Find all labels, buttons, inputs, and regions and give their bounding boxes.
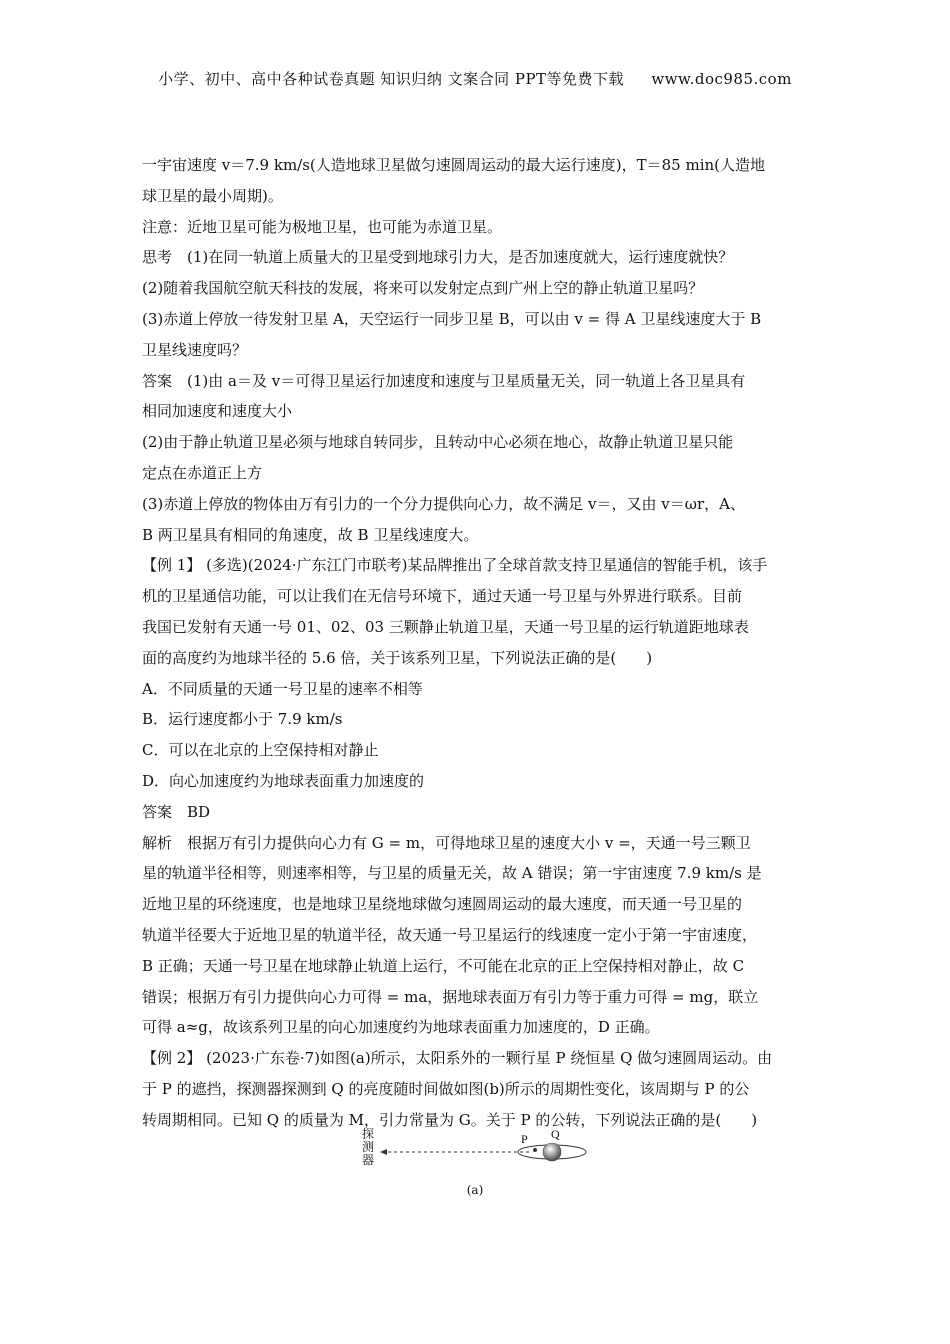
star-q bbox=[543, 1143, 561, 1161]
option-d: D．向心加速度约为地球表面重力加速度的 bbox=[142, 771, 425, 790]
header-text: 小学、初中、高中各种试卷真题 知识归纳 文案合同 PPT等免费下载 bbox=[158, 70, 625, 88]
question-line: 卫星线速度吗？ bbox=[142, 340, 248, 359]
analysis-line: 星的轨道半径相等，则速率相等，与卫星的质量无关，故 A 错误；第一宇宙速度 7.9 km/s 是 bbox=[142, 864, 762, 883]
analysis-line: 轨道半径要大于近地卫星的轨道半径，故天通一号卫星运行的线速度一定小于第一宇宙速度， bbox=[142, 925, 758, 944]
text-line: 球卫星的最小周期)。 bbox=[142, 186, 283, 205]
example-line: 机的卫星通信功能，可以让我们在无信号环境下，通过天通一号卫星与外界进行联系。目前 bbox=[142, 587, 743, 606]
option-a: A．不同质量的天通一号卫星的速率不相等 bbox=[142, 679, 423, 698]
example-line: 面的高度约为地球半径的 5.6 倍，关于该系列卫星，下列说法正确的是( ) bbox=[142, 648, 653, 667]
answer-line: 相同加速度和速度大小 bbox=[142, 402, 293, 421]
answer-line: 答案 BD bbox=[142, 802, 211, 821]
option-c: C．可以在北京的上空保持相对静止 bbox=[142, 741, 379, 760]
text-line: 一宇宙速度 v＝7.9 km/s(人造地球卫星做匀速圆周运动的最大运行速度)，T＝85 min(人造地 bbox=[142, 156, 766, 174]
analysis-line: 错误；根据万有引力提供向心力可得 = ma，据地球表面万有引力等于重力可得 = mg，联立 bbox=[142, 987, 759, 1006]
document-body bbox=[142, 150, 812, 1136]
answer-line: 答案 (1)由 a＝及 v＝可得卫星运行加速度和速度与卫星质量无关，同一轨道上各卫星具有 bbox=[142, 371, 746, 390]
probe-label: 探测器 bbox=[362, 1127, 375, 1167]
q-label: Q bbox=[551, 1127, 560, 1141]
header-site: www.doc985.com bbox=[651, 70, 792, 88]
example-line: 【例 1】 (多选)(2024·广东江门市联考)某品牌推出了全球首款支持卫星通信的智能手机，该手 bbox=[142, 556, 768, 575]
planet-p bbox=[533, 1148, 537, 1152]
question-line: (2)随着我国航空航天科技的发展，将来可以发射定点到广州上空的静止轨道卫星吗？ bbox=[142, 279, 704, 298]
answer-line: (2)由于静止轨道卫星必须与地球自转同步，且转动中心必须在地心，故静止轨道卫星只能 bbox=[142, 433, 734, 452]
figure-caption: (a) bbox=[466, 1183, 484, 1197]
p-label: P bbox=[521, 1132, 528, 1146]
question-line: (3)赤道上停放一待发射卫星 A，天空运行一同步卫星 B，可以由 v = 得 A 卫星线速度大于 B bbox=[142, 309, 762, 328]
analysis-line: B 正确；天通一号卫星在地球静止轨道上运行，不可能在北京的正上空保持相对静止，故 C bbox=[142, 956, 745, 975]
note-line: 注意：近地卫星可能为极地卫星，也可能为赤道卫星。 bbox=[142, 217, 503, 236]
analysis-line: 解析 根据万有引力提供向心力有 G = m，可得地球卫星的速度大小 v =，天通一号三颗卫 bbox=[142, 833, 751, 852]
analysis-line: 近地卫星的环绕速度，也是地球卫星绕地球做匀速圆周运动的最大速度，而天通一号卫星的 bbox=[142, 895, 743, 914]
analysis-line: 可得 a≈g，故该系列卫星的向心加速度约为地球表面重力加速度的，D 正确。 bbox=[142, 1018, 660, 1037]
arrow-head-icon bbox=[380, 1149, 387, 1155]
example-line: 于 P 的遮挡，探测器探测到 Q 的亮度随时间做如图(b)所示的周期性变化，该周期与 P 的公 bbox=[142, 1079, 750, 1098]
example-line: 我国已发射有天通一号 01、02、03 三颗静止轨道卫星，天通一号卫星的运行轨道距地球表 bbox=[142, 617, 749, 636]
example-line: 转周期相同。已知 Q 的质量为 M，引力常量为 G。关于 P 的公转，下列说法正确的是( ) bbox=[142, 1110, 758, 1129]
answer-line: 定点在赤道正上方 bbox=[142, 463, 263, 482]
example-line: 【例 2】 (2023·广东卷·7)如图(a)所示，太阳系外的一颗行星 P 绕恒星 Q 做匀速圆周运动。由 bbox=[142, 1049, 773, 1068]
question-line: 思考 (1)在同一轨道上质量大的卫星受到地球引力大，是否加速度就大，运行速度就快？ bbox=[142, 248, 734, 267]
page-header bbox=[0, 68, 950, 89]
answer-line: (3)赤道上停放的物体由万有引力的一个分力提供向心力，故不满足 v＝，又由 v＝ωr，A、 bbox=[142, 494, 745, 513]
answer-line: B 两卫星具有相同的角速度，故 B 卫星线速度大。 bbox=[142, 525, 479, 544]
option-b: B．运行速度都小于 7.9 km/s bbox=[142, 710, 343, 729]
orbit-diagram bbox=[350, 1125, 600, 1185]
